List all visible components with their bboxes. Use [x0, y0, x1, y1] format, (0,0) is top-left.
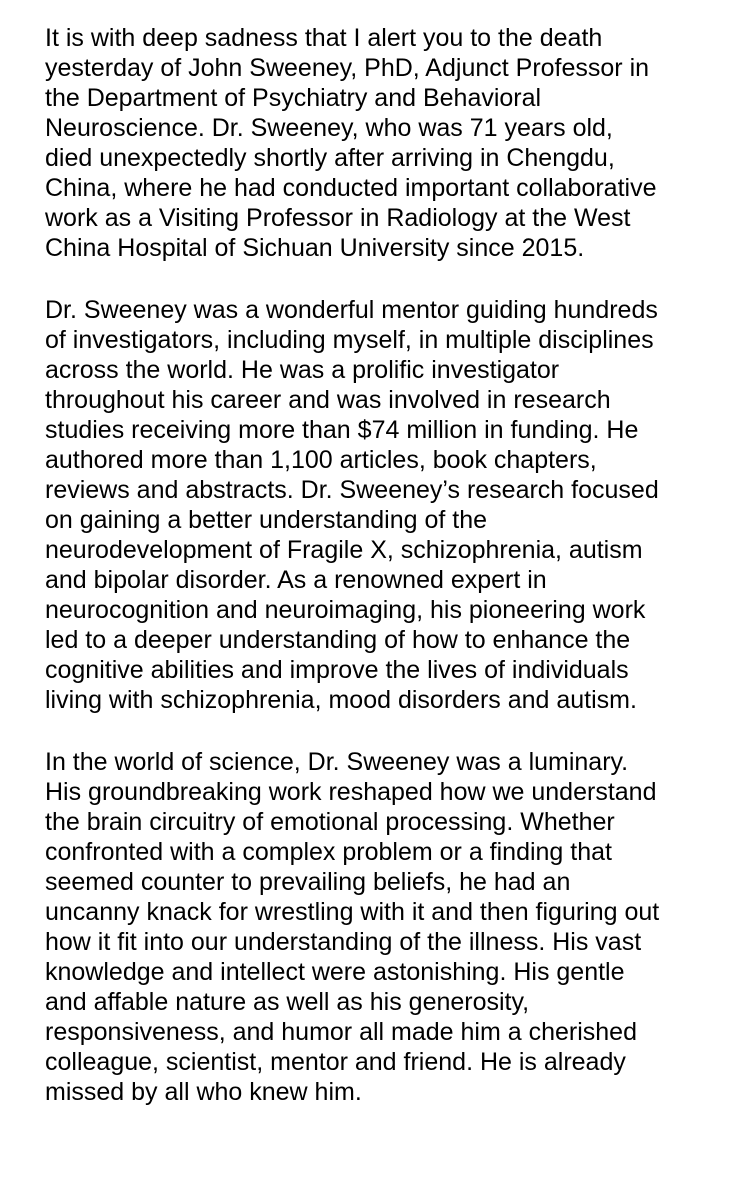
paragraph-announcement: It is with deep sadness that I alert you to the death yesterday of John Sweeney, PhD, Adjunct Professor in the Department of Psychiatry and Behavioral Neuroscience. Dr. Sweeney, who was 71 years old, died unexpectedly shortly after arriving in Chengdu, China, where he had conducted important collaborative work as a Visiting Professor in Radiology at the West China Hospital of Sichuan University since 2015.	[45, 24, 657, 262]
paragraph-legacy: In the world of science, Dr. Sweeney was a luminary. His groundbreaking work reshaped how we understand the brain circuitry of emotional processing. Whether confronted with a complex problem or a finding that seemed counter to prevailing beliefs, he had an uncanny knack for wrestling with it and then figuring out how it fit into our understanding of the illness. His vast knowledge and intellect were astonishing. His gentle and affable nature as well as his generosity, responsiveness, and humor all made him a cherished colleague, scientist, mentor and friend. He is already missed by all who knew him.	[45, 748, 660, 1106]
paragraph-mentorship: Dr. Sweeney was a wonderful mentor guiding hundreds of investigators, including myself, in multiple disciplines across the world. He was a prolific investigator throughout his career and was involved in research studies receiving more than $74 million in funding. He authored more than 1,100 articles, book chapters, reviews and abstracts. Dr. Sweeney’s research focused on gaining a better understanding of the neurodevelopment of Fragile X, schizophrenia, autism and bipolar disorder. As a renowned expert in neurocognition and neuroimaging, his pioneering work led to a deeper understanding of how to enhance the cognitive abilities and improve the lives of individuals living with schizophrenia, mood disorders and autism.	[45, 296, 659, 714]
